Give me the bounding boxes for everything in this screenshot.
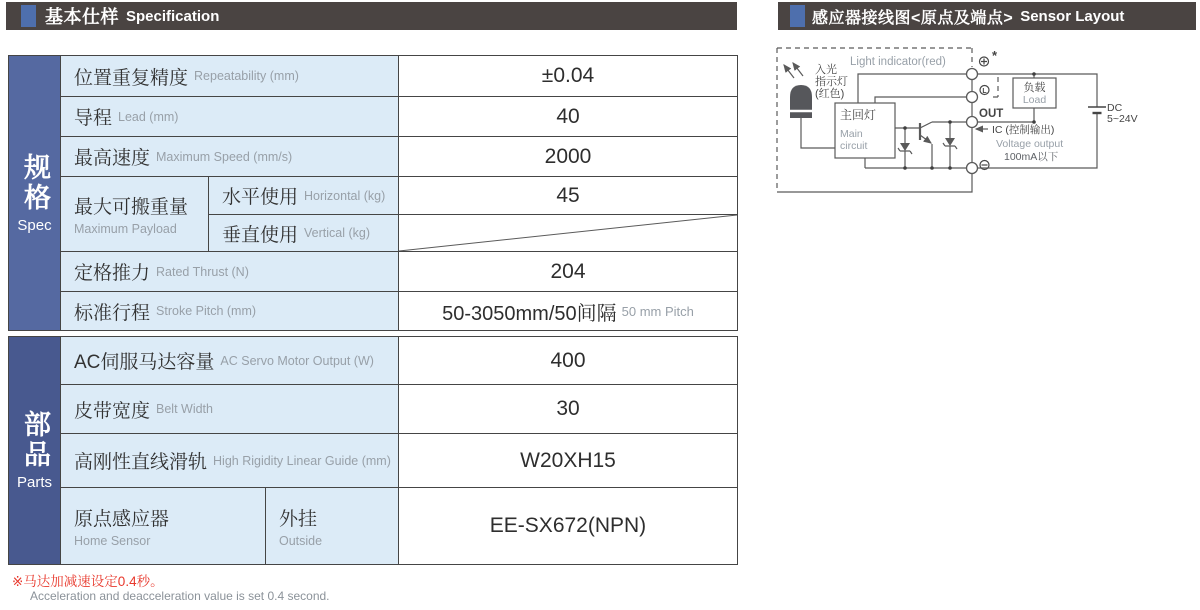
header-title-cn: 基本仕样 <box>45 7 119 27</box>
row-label-home-sensor <box>61 488 266 565</box>
value-repeatability: ±0.04 <box>399 56 738 97</box>
led-indicator-icon <box>790 85 812 118</box>
optional-link-dashed <box>991 77 998 97</box>
dc-label-line1: DC <box>1107 102 1123 114</box>
value-payload-horizontal: 45 <box>399 177 738 215</box>
row-label-repeatability <box>61 56 399 97</box>
label-en: Outside <box>279 534 323 548</box>
out-terminal-label: OUT <box>979 108 1004 120</box>
junction-dot <box>1032 72 1036 76</box>
spec-sidebar <box>9 56 61 331</box>
label-en: AC Servo Motor Output (W) <box>220 353 374 368</box>
row-label-stroke-pitch <box>61 292 399 331</box>
plus-symbol-icon <box>980 57 989 66</box>
current-limit-label: 100mA以下 <box>1004 151 1059 163</box>
plus-internal-wire <box>858 74 966 103</box>
value-rated-thrust: 204 <box>399 252 738 292</box>
sidebar-label-cn: 部品 <box>20 410 50 470</box>
l-internal-wire <box>875 97 966 103</box>
sublabel-outside <box>266 488 399 565</box>
led-wire <box>801 118 835 148</box>
parts-sidebar <box>9 337 61 565</box>
label-cn: 导程 <box>74 108 113 129</box>
value-home-sensor: EE-SX672(NPN) <box>399 488 738 565</box>
label-en: Stroke Pitch (mm) <box>156 304 257 318</box>
label-cn: 原点感应器 <box>74 509 170 530</box>
row-label-max-payload <box>61 177 209 252</box>
spec-table <box>8 55 738 331</box>
svg-text:L: L <box>982 88 987 96</box>
value-servo-output: 400 <box>399 337 738 385</box>
l-terminal <box>967 92 978 103</box>
label-en: Belt Width <box>156 402 213 416</box>
label-cn: 位置重复精度 <box>74 67 189 89</box>
l-symbol-icon <box>980 86 989 96</box>
value-suffix: 50 mm Pitch <box>621 303 694 319</box>
diagonal-slash-icon <box>399 215 737 251</box>
row-label-servo-output <box>61 337 399 385</box>
label-cn: 垂直使用 <box>222 224 299 246</box>
sensor-wiring-diagram <box>770 40 1200 210</box>
row-label-max-speed <box>61 137 399 177</box>
zener2-diode-icon <box>945 138 955 146</box>
sublabel-horizontal <box>209 177 399 215</box>
junction-dot <box>903 126 907 130</box>
transistor-emitter-icon <box>920 135 931 143</box>
main-circuit-en1: Main <box>840 128 863 140</box>
label-cn: 皮带宽度 <box>74 400 151 422</box>
asterisk-mark: * <box>992 48 998 63</box>
sidebar-label-en: Spec <box>17 216 52 234</box>
label-en: Repeatability (mm) <box>194 69 299 83</box>
value-payload-vertical-na <box>399 215 738 252</box>
zener1-diode-icon <box>900 143 910 151</box>
label-cn: 高刚性直线滑轨 <box>74 452 208 473</box>
junction-dot <box>948 166 952 170</box>
value-lead: 40 <box>399 97 738 137</box>
label-en: Horizontal (kg) <box>304 188 386 203</box>
footnote-en: Acceleration and deacceleration value is set 0.4 second. <box>30 589 330 603</box>
minus-terminal <box>967 163 978 174</box>
header-title-en: Sensor Layout <box>1020 7 1125 25</box>
value-belt-width: 30 <box>399 385 738 434</box>
main-circuit-cn: 主回灯 <box>840 108 877 122</box>
junction-dot <box>1032 120 1036 124</box>
label-en: Lead (mm) <box>118 109 179 124</box>
row-label-belt-width <box>61 385 399 434</box>
parts-table <box>8 336 738 565</box>
header-accent-square <box>790 5 805 27</box>
dc-label-line2: 5~24V <box>1107 113 1138 125</box>
plus-terminal <box>967 69 978 80</box>
header-title-en: Specification <box>126 7 220 25</box>
junction-dot <box>948 120 952 124</box>
value-max-speed: 2000 <box>399 137 738 177</box>
value-main: 50-3050mm/50间隔 <box>442 302 617 325</box>
label-en: High Rigidity Linear Guide (mm) <box>213 453 391 468</box>
sidebar-label-en: Parts <box>16 474 52 491</box>
label-cn: 最高速度 <box>74 148 151 169</box>
junction-dot <box>930 166 934 170</box>
label-en: Home Sensor <box>74 534 151 548</box>
label-cn: 定格推力 <box>74 263 151 284</box>
load-en: Load <box>1022 94 1047 106</box>
light-arrow-icon <box>793 63 803 76</box>
light-indicator-cn-line2: 指示灯 <box>815 76 848 88</box>
label-cn: AC伺服马达容量 <box>74 352 215 373</box>
header-accent-square <box>21 5 36 27</box>
dc-battery-icon <box>1088 107 1106 113</box>
row-label-rated-thrust <box>61 252 399 292</box>
light-indicator-cn-line1: 入光 <box>815 64 837 76</box>
header-title-cn: 感应器接线图<原点及端点> <box>812 9 1014 27</box>
footnote-cn: ※马达加减速设定0.4秒。 <box>12 574 164 589</box>
light-indicator-cn-line3: (红色) <box>815 88 845 100</box>
label-en: Vertical (kg) <box>304 226 371 240</box>
voltage-output-label: Voltage output <box>996 138 1064 150</box>
ic-label: IC (控制输出) <box>992 124 1055 136</box>
label-en: Rated Thrust (N) <box>156 264 249 279</box>
load-cn: 负载 <box>1023 82 1046 94</box>
label-en: Maximum Speed (mm/s) <box>156 149 293 164</box>
transistor-collector <box>920 122 932 128</box>
main-circuit-en2: circuit <box>840 140 868 152</box>
label-cn: 外挂 <box>279 509 318 530</box>
value-stroke-pitch <box>399 292 738 331</box>
sidebar-label-cn: 规格 <box>20 152 50 213</box>
sensor-layout-header <box>778 2 1196 30</box>
out-terminal <box>967 117 978 128</box>
label-cn: 最大可搬重量 <box>74 197 189 218</box>
label-cn: 标准行程 <box>74 302 151 324</box>
row-label-lead <box>61 97 399 137</box>
label-en: Maximum Payload <box>74 222 177 236</box>
light-indicator-en: Light indicator(red) <box>850 56 946 68</box>
junction-dot <box>903 166 907 170</box>
sublabel-vertical <box>209 215 399 252</box>
label-cn: 水平使用 <box>222 187 299 208</box>
spec-section-header <box>6 2 737 30</box>
row-label-linear-guide <box>61 434 399 488</box>
light-arrow-icon <box>784 65 794 78</box>
value-linear-guide: W20XH15 <box>399 434 738 488</box>
